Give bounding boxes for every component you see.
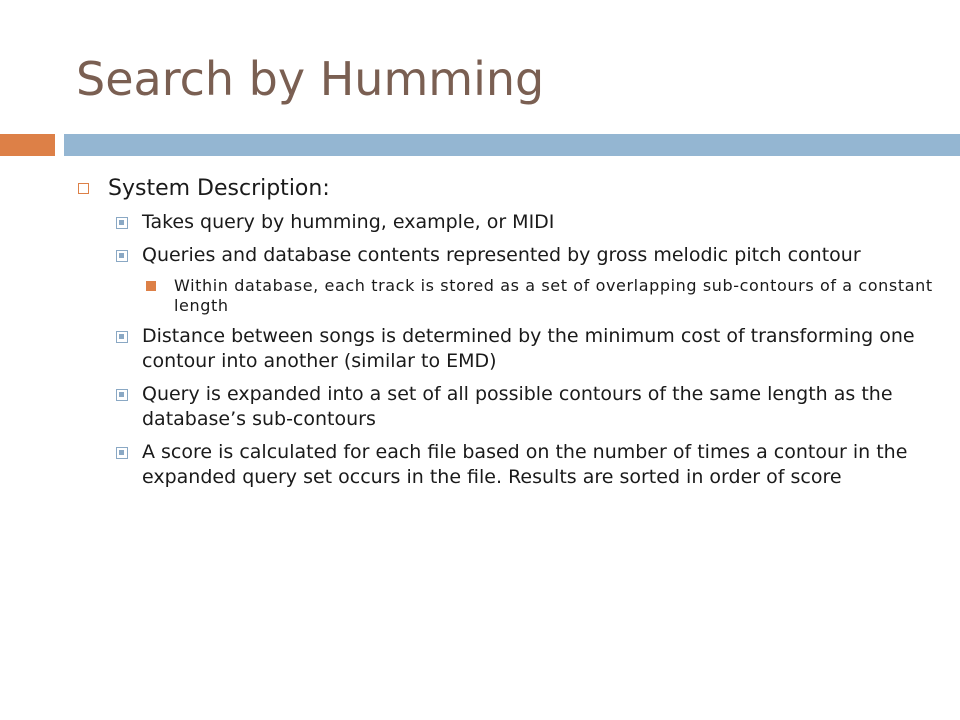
accent-bar-blue	[64, 134, 960, 156]
bullet-item-level1	[78, 174, 938, 204]
bullet-item-level2	[78, 210, 938, 235]
boxed-square-bullet-icon	[116, 250, 128, 262]
boxed-square-bullet-icon	[116, 331, 128, 343]
bullet-item-level2	[78, 243, 938, 268]
boxed-square-bullet-icon	[116, 217, 128, 229]
filled-square-bullet-icon	[146, 281, 156, 291]
bullet-item-level2	[78, 440, 938, 490]
bullet-text: Query is expanded into a set of all possible contours of the same length as the database’s sub-contours	[142, 383, 893, 430]
hollow-square-bullet-icon	[78, 183, 89, 194]
bullet-item-level3	[78, 276, 938, 316]
bullet-text: Within database, each track is stored as a set of overlapping sub-contours of a constant length	[174, 276, 933, 315]
slide-title: Search by Humming	[76, 52, 545, 106]
bullet-item-level2	[78, 382, 938, 432]
accent-bar-orange	[0, 134, 55, 156]
bullet-item-level2	[78, 324, 938, 374]
bullet-text: Queries and database contents represented by gross melodic pitch contour	[142, 244, 861, 266]
bullet-text: Takes query by humming, example, or MIDI	[142, 211, 555, 233]
bullet-list	[78, 174, 938, 498]
boxed-square-bullet-icon	[116, 389, 128, 401]
bullet-text: System Description:	[108, 176, 330, 201]
bullet-text: Distance between songs is determined by the minimum cost of transforming one contour into another (similar to EMD)	[142, 325, 915, 372]
boxed-square-bullet-icon	[116, 447, 128, 459]
bullet-text: A score is calculated for each file based on the number of times a contour in the expanded query set occurs in the file. Results are sorted in order of score	[142, 441, 908, 488]
